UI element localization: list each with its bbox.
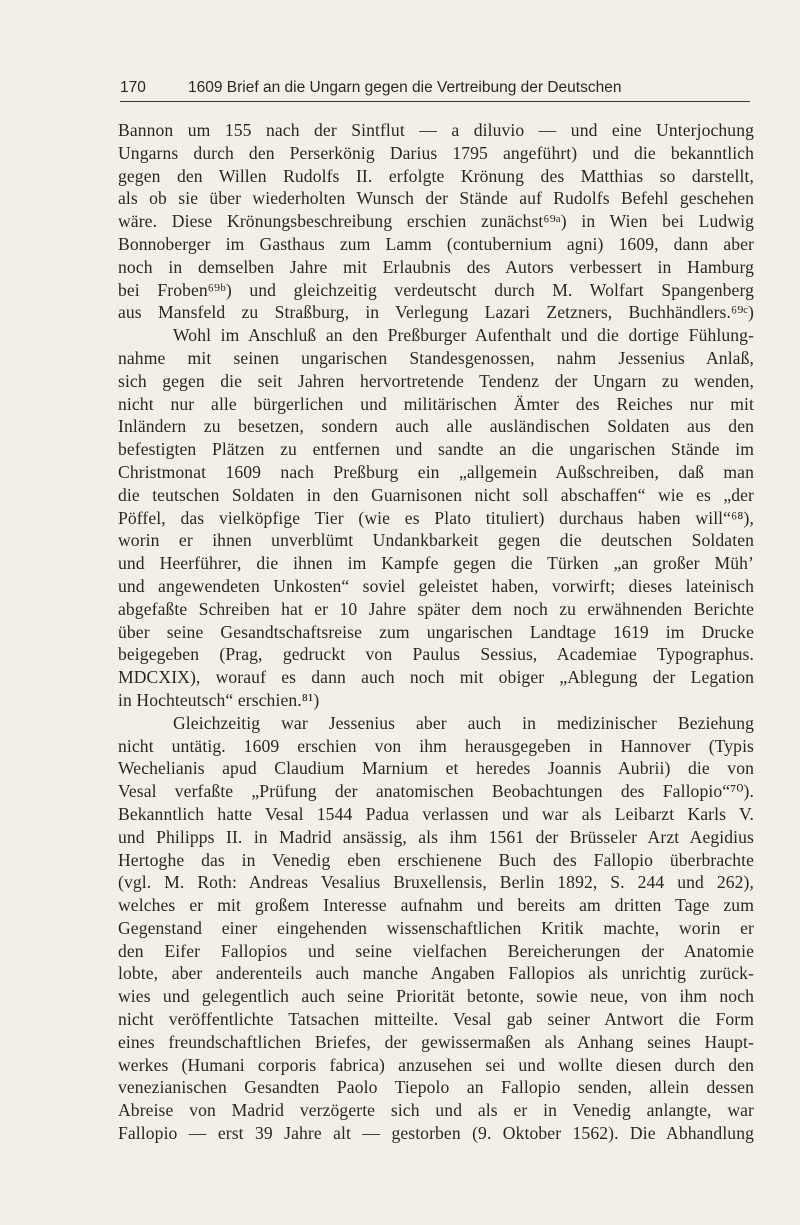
text-line: Bekanntlich hatte Vesal 1544 Padua verlassen und war als Leibarzt Karls V. xyxy=(118,803,754,824)
text-line: Abreise von Madrid verzögerte sich und als er in Venedig anlangte, war xyxy=(118,1100,754,1121)
paragraph-start-line: Gleichzeitig war Jessenius aber auch in medizinischer Beziehung xyxy=(173,712,754,733)
text-line: Pöffel, das vielköpfige Tier (wie es Plato tituliert) durchaus haben will“⁶⁸), xyxy=(118,507,754,528)
text-line: venezianischen Gesandten Paolo Tiepolo an Fallopio senden, allein dessen xyxy=(118,1077,754,1098)
text-line: nahme mit seinen ungarischen Standesgenossen, nahm Jessenius Anlaß, xyxy=(118,347,754,368)
text-line: wäre. Diese Krönungsbeschreibung erschien zunächst⁶⁹ᵃ) in Wien bei Ludwig xyxy=(118,211,754,232)
text-line: welches er mit großem Interesse aufnahm und bereits am dritten Tage zum xyxy=(118,895,754,916)
text-line: eines freundschaftlichen Briefes, der gewissermaßen als Anhang seines Haupt- xyxy=(118,1031,754,1052)
text-line: Gegenstand einer eingehenden wissenschaftlichen Kritik machte, worin er xyxy=(118,917,754,938)
text-line: bei Froben⁶⁹ᵇ) und gleichzeitig verdeutscht durch M. Wolfart Spangenberg xyxy=(118,279,754,300)
text-line: sich gegen die seit Jahren hervortretende Tendenz der Ungarn zu wenden, xyxy=(118,370,754,391)
text-line: aus Mansfeld zu Straßburg, in Verlegung Lazari Zetzners, Buchhändlers.⁶⁹ᶜ) xyxy=(118,302,754,323)
text-line: Hertoghe das in Venedig eben erschienene Buch des Fallopio überbrachte xyxy=(118,849,754,870)
text-line: befestigten Plätzen zu entfernen und sandte an die ungarischen Stände im xyxy=(118,439,754,460)
text-line: und Philipps II. in Madrid ansässig, als ihm 1561 der Brüsseler Arzt Aegidius xyxy=(118,826,754,847)
text-line: worin er ihnen unverblümt Undankbarkeit gegen die deutschen Soldaten xyxy=(118,530,754,551)
text-line: gegen den Willen Rudolfs II. erfolgte Krönung des Matthias so darstellt, xyxy=(118,165,754,186)
text-line: in Hochteutsch“ erschien.⁸¹) xyxy=(118,689,320,710)
text-line: nicht untätig. 1609 erschien von ihm herausgegeben in Hannover (Typis xyxy=(118,735,754,756)
text-line: wies und gelegentlich auch seine Priorität betonte, sowie neue, von ihm noch xyxy=(118,986,754,1007)
paragraph-start-line: Wohl im Anschluß an den Preßburger Aufenthalt und die dortige Fühlung- xyxy=(173,325,754,346)
text-line: den Eifer Fallopios und seine vielfachen Bereicherungen der Anatomie xyxy=(118,940,754,961)
text-line: lobte, aber anderenteils auch manche Angaben Fallopios als unrichtig zurück- xyxy=(118,963,754,984)
text-line: und angewendeten Unkosten“ soviel geleistet haben, vorwirft; dieses lateinisch xyxy=(118,575,754,596)
text-line: Wechelianis apud Claudium Marnium et heredes Joannis Aubrii) die von xyxy=(118,758,754,779)
text-line: nicht veröffentlichte Tatsachen mitteilte. Vesal gab seiner Antwort die Form xyxy=(118,1009,754,1030)
text-line: Ungarns durch den Perserkönig Darius 1795 angeführt) und die bekanntlich xyxy=(118,142,754,163)
text-line: Inländern zu besetzen, sondern auch alle ausländischen Soldaten aus den xyxy=(118,416,754,437)
text-line: als ob sie über wiederholten Wunsch der Stände auf Rudolfs Befehl geschehen xyxy=(118,188,754,209)
text-line: abgefaßte Schreiben hat er 10 Jahre später dem noch zu erwähnenden Berichte xyxy=(118,598,754,619)
text-line: Fallopio — erst 39 Jahre alt — gestorben (9. Oktober 1562). Die Abhandlung xyxy=(118,1123,754,1144)
text-line: werkes (Humani corporis fabrica) anzusehen sei und wollte diesen durch den xyxy=(118,1054,754,1075)
text-line: beigegeben (Prag, gedruckt von Paulus Sessius, Academiae Typographus. xyxy=(118,644,754,665)
text-line: Bonnoberger im Gasthaus zum Lamm (contubernium agni) 1609, dann aber xyxy=(118,233,754,254)
text-line: (vgl. M. Roth: Andreas Vesalius Bruxellensis, Berlin 1892, S. 244 und 262), xyxy=(118,872,754,893)
text-line: über seine Gesandtschaftsreise zum ungarischen Landtage 1619 im Drucke xyxy=(118,621,754,642)
body-text xyxy=(118,119,754,1145)
running-header xyxy=(120,78,750,102)
text-line: noch in demselben Jahre mit Erlaubnis des Autors verbessert in Hamburg xyxy=(118,256,754,277)
text-line: die teutschen Soldaten in den Guarnisonen nicht soll abschaffen“ wie es „der xyxy=(118,484,754,505)
page-number: 170 xyxy=(120,79,146,96)
text-line: Vesal verfaßte „Prüfung der anatomischen Beobachtungen des Fallopio“⁷⁰). xyxy=(118,781,754,802)
text-line: nicht nur alle bürgerlichen und militärischen Ämter des Reiches nur mit xyxy=(118,393,754,414)
running-title: 1609 Brief an die Ungarn gegen die Vertreibung der Deutschen xyxy=(188,79,622,96)
text-line: MDCXIX), worauf es dann auch noch mit obiger „Ablegung der Legation xyxy=(118,667,754,688)
text-line: Bannon um 155 nach der Sintflut — a diluvio — und eine Unterjochung xyxy=(118,120,754,140)
text-line: Christmonat 1609 nach Preßburg ein „allgemein Außschreiben, daß man xyxy=(118,461,754,482)
text-line: und Heerführer, die ihnen im Kampfe gegen die Türken „an großer Müh’ xyxy=(118,553,754,574)
